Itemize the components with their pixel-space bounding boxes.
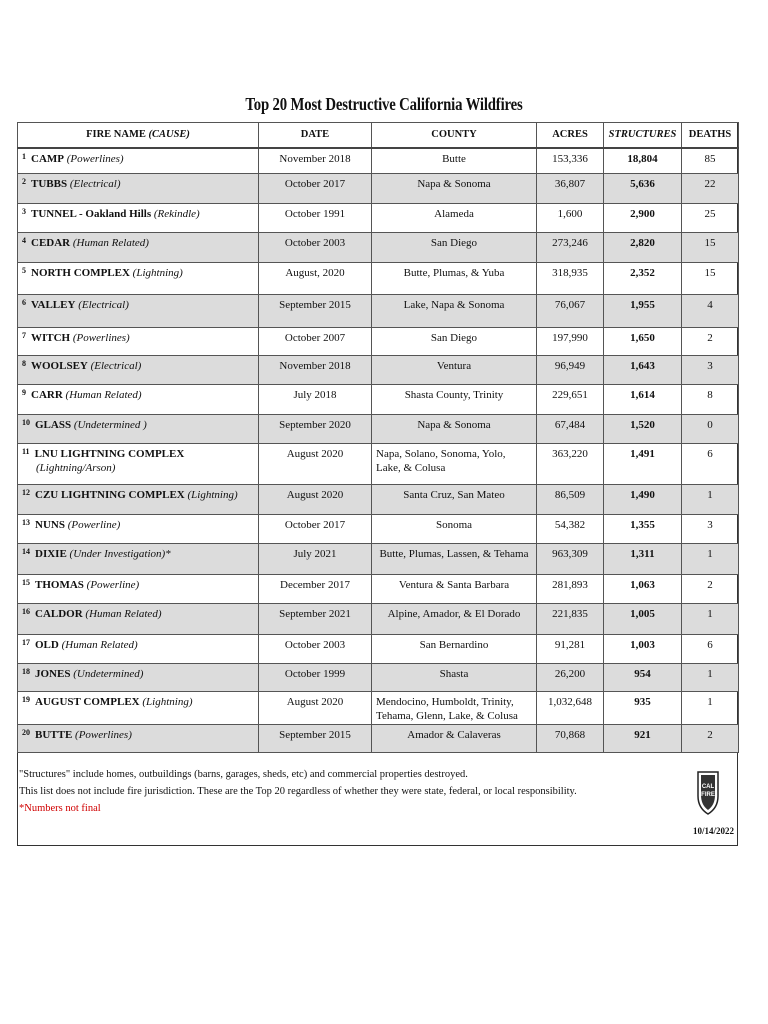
fire-name: WOOLSEY (31, 359, 88, 372)
county-cell: San Bernardino (372, 634, 537, 663)
date-cell: October 2017 (259, 173, 372, 203)
acres-cell: 318,935 (537, 262, 604, 294)
acres-cell: 221,835 (537, 603, 604, 634)
fire-cause: (Undetermined ) (73, 418, 147, 431)
structures-cell: 1,490 (604, 484, 682, 514)
acres-cell: 54,382 (537, 514, 604, 543)
county-cell: Butte (372, 148, 537, 173)
fire-name-cell (18, 148, 259, 173)
fire-name: VALLEY (31, 298, 76, 311)
structures-cell: 1,355 (604, 514, 682, 543)
logo-text: CAL (701, 784, 715, 790)
deaths-cell: 1 (682, 603, 739, 634)
fire-name: THOMAS (35, 578, 84, 591)
rank-number: 3 (22, 206, 26, 216)
structures-cell: 1,311 (604, 543, 682, 574)
structures-cell: 1,955 (604, 294, 682, 327)
fire-name-cell (18, 514, 259, 543)
structures-cell: 1,491 (604, 443, 682, 484)
deaths-cell: 3 (682, 355, 739, 384)
acres-cell: 70,868 (537, 724, 604, 752)
table-row (18, 414, 739, 443)
structures-cell: 1,643 (604, 355, 682, 384)
fire-name: TUBBS (31, 177, 68, 190)
table-row (18, 327, 739, 355)
deaths-cell: 1 (682, 484, 739, 514)
acres-cell: 26,200 (537, 663, 604, 691)
deaths-cell: 8 (682, 384, 739, 414)
fire-cause: (Powerline) (67, 518, 121, 531)
date-cell: July 2021 (259, 543, 372, 574)
acres-cell: 86,509 (537, 484, 604, 514)
rank-number: 19 (22, 694, 30, 704)
acres-cell: 1,032,648 (537, 691, 604, 724)
header-structures: STRUCTURES (604, 123, 682, 149)
county-cell: Ventura (372, 355, 537, 384)
table-row (18, 634, 739, 663)
table-row (18, 294, 739, 327)
structures-cell: 954 (604, 663, 682, 691)
table-row (18, 574, 739, 603)
acres-cell: 273,246 (537, 232, 604, 262)
rank-number: 2 (22, 176, 26, 186)
county-cell: Mendocino, Humboldt, Trinity, Tehama, Glenn, Lake, & Colusa (372, 691, 537, 724)
county-cell: Butte, Plumas, & Yuba (372, 262, 537, 294)
structures-cell: 1,650 (604, 327, 682, 355)
rank-number: 6 (22, 297, 26, 307)
county-cell: Ventura & Santa Barbara (372, 574, 537, 603)
deaths-cell: 22 (682, 173, 739, 203)
acres-cell: 153,336 (537, 148, 604, 173)
date-cell: October 1991 (259, 203, 372, 232)
rank-number: 8 (22, 358, 26, 368)
structures-cell: 1,005 (604, 603, 682, 634)
header-date: DATE (259, 123, 372, 149)
date-cell: November 2018 (259, 148, 372, 173)
deaths-cell: 1 (682, 691, 739, 724)
fire-name-cell (18, 634, 259, 663)
deaths-cell: 6 (682, 634, 739, 663)
fire-cause: (Lightning) (132, 266, 183, 279)
fire-name-cell (18, 384, 259, 414)
rank-number: 5 (22, 265, 26, 275)
structures-cell: 18,804 (604, 148, 682, 173)
table-row (18, 262, 739, 294)
table-row (18, 514, 739, 543)
svg-text:FIRE: FIRE (701, 792, 715, 798)
rank-number: 12 (22, 487, 30, 497)
structures-cell: 2,900 (604, 203, 682, 232)
county-cell: Butte, Plumas, Lassen, & Tehama (372, 543, 537, 574)
deaths-cell: 2 (682, 574, 739, 603)
rank-number: 16 (22, 606, 30, 616)
deaths-cell: 25 (682, 203, 739, 232)
wildfire-table (17, 122, 739, 753)
date-cell: August 2020 (259, 691, 372, 724)
county-cell: Sonoma (372, 514, 537, 543)
fire-name: CEDAR (31, 236, 71, 249)
fire-cause: (Undetermined) (73, 667, 144, 680)
acres-cell: 963,309 (537, 543, 604, 574)
rank-number: 1 (22, 152, 26, 161)
header-acres: ACRES (537, 123, 604, 149)
fire-name-cell (18, 724, 259, 752)
page-title: Top 20 Most Destructive California Wildfires (245, 94, 523, 114)
fire-cause: (Powerlines) (66, 153, 124, 165)
fire-name-cell (18, 414, 259, 443)
footnotes (19, 766, 679, 817)
deaths-cell: 1 (682, 543, 739, 574)
deaths-cell: 4 (682, 294, 739, 327)
table-row (18, 484, 739, 514)
date-cell: September 2021 (259, 603, 372, 634)
footnote-jurisdiction: This list does not include fire jurisdiction. These are the Top 20 regardless of whether they were state, federal, or local responsibility. (19, 786, 577, 797)
date-cell: September 2020 (259, 414, 372, 443)
fire-name-cell (18, 603, 259, 634)
fire-name-cell (18, 232, 259, 262)
date-cell: July 2018 (259, 384, 372, 414)
footnote-not-final: *Numbers not final (19, 803, 101, 814)
date-cell: August 2020 (259, 484, 372, 514)
structures-cell: 1,614 (604, 384, 682, 414)
fire-cause: (Electrical) (78, 298, 129, 311)
structures-cell: 1,520 (604, 414, 682, 443)
acres-cell: 96,949 (537, 355, 604, 384)
footnote-structures: "Structures" include homes, outbuildings (barns, garages, sheds, etc) and commercial properties destroyed. (19, 769, 468, 780)
fire-name-cell (18, 262, 259, 294)
date-cell: October 2017 (259, 514, 372, 543)
county-cell: Amador & Calaveras (372, 724, 537, 752)
table-row (18, 443, 739, 484)
date-cell: December 2017 (259, 574, 372, 603)
fire-cause: (Powerlines) (75, 728, 132, 741)
fire-cause: (Human Related) (72, 236, 149, 249)
deaths-cell: 85 (682, 148, 739, 173)
deaths-cell: 6 (682, 443, 739, 484)
fire-name-cell (18, 543, 259, 574)
structures-cell: 2,820 (604, 232, 682, 262)
table-row (18, 724, 739, 752)
county-cell: Alameda (372, 203, 537, 232)
fire-name-cell (18, 355, 259, 384)
fire-name: OLD (35, 638, 59, 651)
county-cell: San Diego (372, 232, 537, 262)
structures-cell: 921 (604, 724, 682, 752)
structures-cell: 2,352 (604, 262, 682, 294)
deaths-cell: 1 (682, 663, 739, 691)
date-cell: October 1999 (259, 663, 372, 691)
structures-cell: 1,003 (604, 634, 682, 663)
header-deaths: DEATHS (682, 123, 739, 149)
fire-cause: (Human Related) (65, 388, 142, 401)
acres-cell: 197,990 (537, 327, 604, 355)
county-cell: Shasta (372, 663, 537, 691)
fire-cause: (Lightning/Arson) (36, 461, 116, 474)
table-row (18, 543, 739, 574)
table-row (18, 355, 739, 384)
fire-cause: (Lightning) (187, 488, 238, 501)
deaths-cell: 2 (682, 327, 739, 355)
fire-cause: (Rekindle) (153, 207, 200, 220)
county-cell: San Diego (372, 327, 537, 355)
table-row (18, 663, 739, 691)
fire-name: CZU LIGHTNING COMPLEX (35, 488, 185, 501)
fire-name-cell (18, 173, 259, 203)
acres-cell: 281,893 (537, 574, 604, 603)
county-cell: Lake, Napa & Sonoma (372, 294, 537, 327)
date-cell: November 2018 (259, 355, 372, 384)
acres-cell: 76,067 (537, 294, 604, 327)
county-cell: Alpine, Amador, & El Dorado (372, 603, 537, 634)
deaths-cell: 15 (682, 232, 739, 262)
fire-name: LNU LIGHTNING COMPLEX (34, 447, 185, 460)
rank-number: 14 (22, 546, 30, 556)
date-cell: August, 2020 (259, 262, 372, 294)
fire-name: CALDOR (35, 607, 83, 620)
fire-name: CAMP (31, 153, 64, 165)
fire-cause: (Under Investigation)* (69, 547, 171, 560)
rank-number: 7 (22, 330, 26, 340)
deaths-cell: 2 (682, 724, 739, 752)
fire-name: CARR (31, 388, 63, 401)
table-header-row (18, 123, 739, 149)
fire-name: AUGUST COMPLEX (35, 695, 140, 708)
fire-name: WITCH (31, 331, 71, 344)
fire-name: BUTTE (35, 728, 73, 741)
acres-cell: 91,281 (537, 634, 604, 663)
table-row (18, 148, 739, 173)
table-row (18, 603, 739, 634)
fire-name: DIXIE (35, 547, 67, 560)
county-cell: Napa, Solano, Sonoma, Yolo, Lake, & Colusa (372, 443, 537, 484)
cal-fire-shield-icon (696, 768, 720, 816)
rank-number: 20 (22, 727, 30, 737)
fire-name: NUNS (35, 518, 65, 531)
fire-name-cell (18, 203, 259, 232)
county-cell: Napa & Sonoma (372, 173, 537, 203)
fire-name-cell (18, 443, 259, 484)
date-cell: October 2007 (259, 327, 372, 355)
date-cell: September 2015 (259, 294, 372, 327)
date-cell: October 2003 (259, 232, 372, 262)
acres-cell: 67,484 (537, 414, 604, 443)
rank-number: 17 (22, 637, 30, 647)
acres-cell: 363,220 (537, 443, 604, 484)
deaths-cell: 15 (682, 262, 739, 294)
rank-number: 18 (22, 666, 30, 676)
table-row (18, 203, 739, 232)
acres-cell: 1,600 (537, 203, 604, 232)
fire-name: NORTH COMPLEX (31, 266, 130, 279)
date-cell: September 2015 (259, 724, 372, 752)
date-cell: August 2020 (259, 443, 372, 484)
fire-name-cell (18, 294, 259, 327)
table-row (18, 384, 739, 414)
fire-name-cell (18, 484, 259, 514)
date-stamp: 10/14/2022 (692, 826, 734, 836)
acres-cell: 229,651 (537, 384, 604, 414)
fire-name: JONES (35, 667, 71, 680)
rank-number: 15 (22, 577, 30, 587)
rank-number: 10 (22, 417, 30, 427)
rank-number: 9 (22, 387, 26, 397)
fire-name-cell (18, 574, 259, 603)
fire-cause: (Powerline) (86, 578, 140, 591)
fire-name: GLASS (35, 418, 72, 431)
fire-name-cell (18, 691, 259, 724)
deaths-cell: 0 (682, 414, 739, 443)
deaths-cell: 3 (682, 514, 739, 543)
table-row (18, 173, 739, 203)
table-row (18, 232, 739, 262)
fire-name-cell (18, 327, 259, 355)
fire-cause: (Lightning) (142, 695, 193, 708)
fire-cause: (Powerlines) (72, 331, 130, 344)
fire-name-cell (18, 663, 259, 691)
fire-cause: (Human Related) (85, 607, 162, 620)
table-row (18, 691, 739, 724)
rank-number: 4 (22, 235, 26, 245)
header-county: COUNTY (372, 123, 537, 149)
rank-number: 13 (22, 517, 30, 527)
date-cell: October 2003 (259, 634, 372, 663)
fire-cause: (Human Related) (61, 638, 138, 651)
structures-cell: 1,063 (604, 574, 682, 603)
fire-name: TUNNEL - Oakland Hills (31, 207, 152, 220)
county-cell: Santa Cruz, San Mateo (372, 484, 537, 514)
county-cell: Napa & Sonoma (372, 414, 537, 443)
acres-cell: 36,807 (537, 173, 604, 203)
county-cell: Shasta County, Trinity (372, 384, 537, 414)
structures-cell: 935 (604, 691, 682, 724)
fire-cause: (Electrical) (69, 177, 121, 190)
fire-cause: (Electrical) (90, 359, 142, 372)
rank-number: 11 (22, 446, 30, 456)
header-fire-name: FIRE NAME (CAUSE) (18, 123, 259, 149)
structures-cell: 5,636 (604, 173, 682, 203)
